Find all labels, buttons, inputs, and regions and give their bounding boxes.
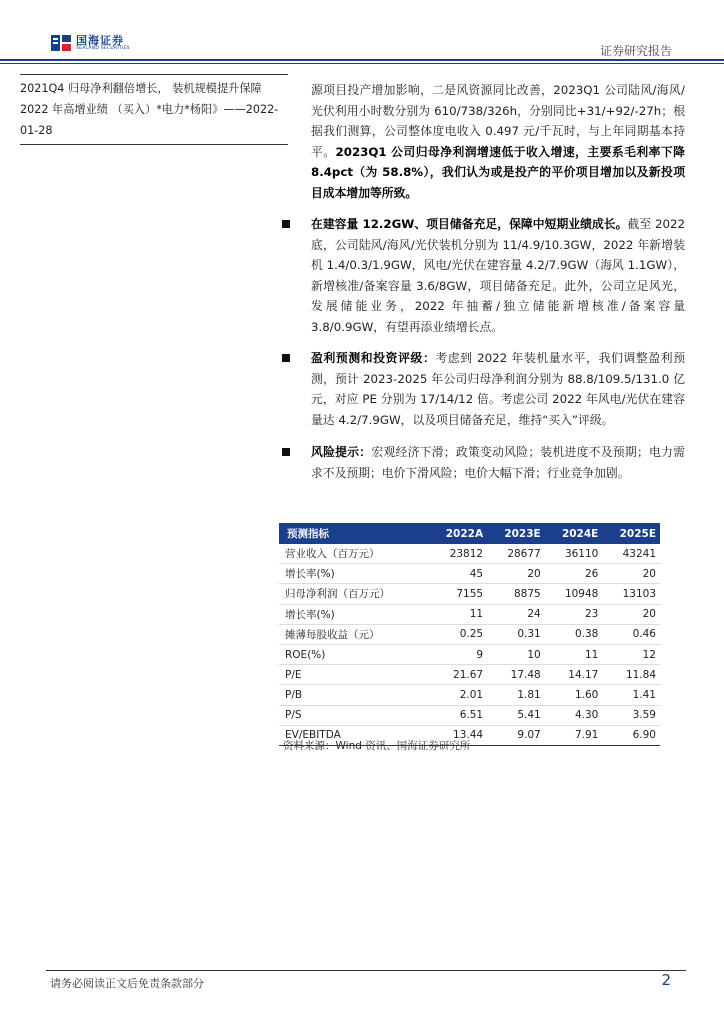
table-cell: 0.25	[428, 624, 487, 644]
capacity-heading: 在建容量 12.2GW、项目储备充足，保障中短期业绩成长。	[311, 217, 628, 231]
header-divider-thin	[0, 63, 724, 64]
table-cell: 1.60	[545, 685, 603, 705]
table-cell: 23	[545, 604, 603, 624]
table-row	[279, 584, 660, 604]
forecast-table	[279, 523, 660, 746]
report-type-label: 证券研究报告	[599, 44, 672, 58]
table-cell: 10948	[545, 584, 603, 604]
table-cell: ROE(%)	[279, 644, 428, 664]
table-cell: 20	[602, 604, 660, 624]
bullet-square-icon	[282, 448, 290, 456]
related-report-bottom-rule	[20, 144, 288, 145]
table-cell: 20	[602, 564, 660, 584]
table-cell: 营业收入（百万元）	[279, 544, 428, 564]
forecast-heading: 盈利预测和投资评级：	[311, 351, 436, 365]
table-cell: 2.01	[428, 685, 487, 705]
sealand-logo-icon	[50, 33, 72, 53]
logo-cn-text: 国海证券	[76, 33, 124, 47]
risk-heading: 风险提示：	[311, 445, 372, 459]
table-cell: 7.91	[545, 725, 603, 745]
table-cell: 增长率(%)	[279, 604, 428, 624]
related-report-box	[20, 74, 288, 145]
footer-divider	[46, 970, 686, 971]
table-header-row	[279, 523, 660, 544]
table-row	[279, 705, 660, 725]
table-row	[279, 624, 660, 644]
table-cell: 11	[545, 644, 603, 664]
table-cell: 12	[602, 644, 660, 664]
table-row	[279, 644, 660, 664]
continuation-text: 源项目投产增加影响，二是风资源同比改善，2023Q1 公司陆风/海风/光伏利用小时数分别为 610/738/326h，分别同比+31/+92/-27h；根据我们测算，公司整体度电收入 0.497 元/千瓦时，与上年同期基本持平。	[311, 83, 685, 159]
bullet-square-icon	[282, 220, 290, 228]
table-cell: 10	[487, 644, 545, 664]
table-row	[279, 564, 660, 584]
table-cell: 1.41	[602, 685, 660, 705]
header-divider	[0, 59, 724, 61]
table-row	[279, 665, 660, 685]
table-cell: EV/EBITDA	[279, 725, 428, 745]
table-cell: 11.84	[602, 665, 660, 685]
table-cell: 9	[428, 644, 487, 664]
page-number: 2	[661, 971, 671, 989]
table-cell: 21.67	[428, 665, 487, 685]
table-header-cell: 2025E	[602, 523, 660, 544]
table-cell: 6.51	[428, 705, 487, 725]
table-cell: 11	[428, 604, 487, 624]
table-cell: 0.38	[545, 624, 603, 644]
table-row	[279, 544, 660, 564]
continuation-bold-text: 2023Q1 公司归母净利润增速低于收入增速，主要系毛利率下降 8.4pct（为 58.8%），我们认为或是投产的平价项目增加以及新投项目成本增加等所致。	[311, 144, 685, 200]
table-header-cell: 预测指标	[279, 523, 428, 544]
company-logo	[50, 32, 130, 54]
table-cell: 0.46	[602, 624, 660, 644]
table-source-note: 资料来源：Wind 资讯、国海证券研究所	[283, 740, 471, 752]
related-report-text[interactable]: 2021Q4 归母净利翻倍增长， 装机规模提升保障 2022 年高增业绩 （买入）*电力*杨阳》——2022-01-28	[20, 82, 279, 137]
table-cell: 3.59	[602, 705, 660, 725]
footer-disclaimer: 请务必阅读正文后免责条款部分	[50, 977, 204, 990]
table-cell: 0.31	[487, 624, 545, 644]
table-cell: 14.17	[545, 665, 603, 685]
table-header-cell: 2024E	[545, 523, 603, 544]
table-cell: 28677	[487, 544, 545, 564]
table-cell: 43241	[602, 544, 660, 564]
risk-text: 宏观经济下滑；政策变动风险；装机进度不及预期；电力需求不及预期；电价下滑风险；电价大幅下滑；行业竞争加剧。	[311, 445, 685, 480]
table-cell: 13103	[602, 584, 660, 604]
table-cell: 45	[428, 564, 487, 584]
table-cell: P/E	[279, 665, 428, 685]
bullet-square-icon	[282, 354, 290, 362]
table-cell: 36110	[545, 544, 603, 564]
continuation-paragraph	[311, 80, 685, 203]
table-cell: P/S	[279, 705, 428, 725]
bullet-forecast	[282, 348, 686, 430]
table-row	[279, 685, 660, 705]
table-cell: 17.48	[487, 665, 545, 685]
table-cell: 13.44	[428, 725, 487, 745]
table-header-cell: 2022A	[428, 523, 487, 544]
forecast-text: 考虑到 2022 年装机量水平，我们调整盈利预测，预计 2023-2025 年公司归母净利润分别为 88.8/109.5/131.0 亿元，对应 PE 分别为 17/14/12 倍。考虑公司 2022 年风电/光伏在建容量达 4.2/7.9GW，以及项目储备充足，维持“买入”评级。	[311, 351, 685, 427]
table-cell: 1.81	[487, 685, 545, 705]
table-cell: 24	[487, 604, 545, 624]
table-cell: 4.30	[545, 705, 603, 725]
table-cell: P/B	[279, 685, 428, 705]
table-cell: 5.41	[487, 705, 545, 725]
bullet-risk	[282, 442, 686, 483]
table-cell: 摊薄每股收益（元）	[279, 624, 428, 644]
bullet-capacity	[282, 214, 686, 337]
logo-en-text: SEALAND SECURITIES	[76, 45, 130, 51]
table-cell: 23812	[428, 544, 487, 564]
table-cell: 7155	[428, 584, 487, 604]
capacity-text: 截至 2022 底，公司陆风/海风/光伏装机分别为 11/4.9/10.3GW，2022 年新增装机 1.4/0.3/1.9GW，风电/光伏在建容量 4.2/7.9GW（海风 1.1GW），新增核准/备案容量 3.6/8GW，项目储备充足。此外，公司立足风光，发展储能业务，2022 年抽蓄/独立储能新增核准/备案容量 3.8/0.9GW，有望再添业绩增长点。	[311, 217, 685, 334]
table-cell: 26	[545, 564, 603, 584]
table-cell: 归母净利润（百万元）	[279, 584, 428, 604]
table-cell: 9.07	[487, 725, 545, 745]
table-cell: 8875	[487, 584, 545, 604]
table-row	[279, 604, 660, 624]
table-cell: 20	[487, 564, 545, 584]
table-cell: 增长率(%)	[279, 564, 428, 584]
table-header-cell: 2023E	[487, 523, 545, 544]
table-cell: 6.90	[602, 725, 660, 745]
